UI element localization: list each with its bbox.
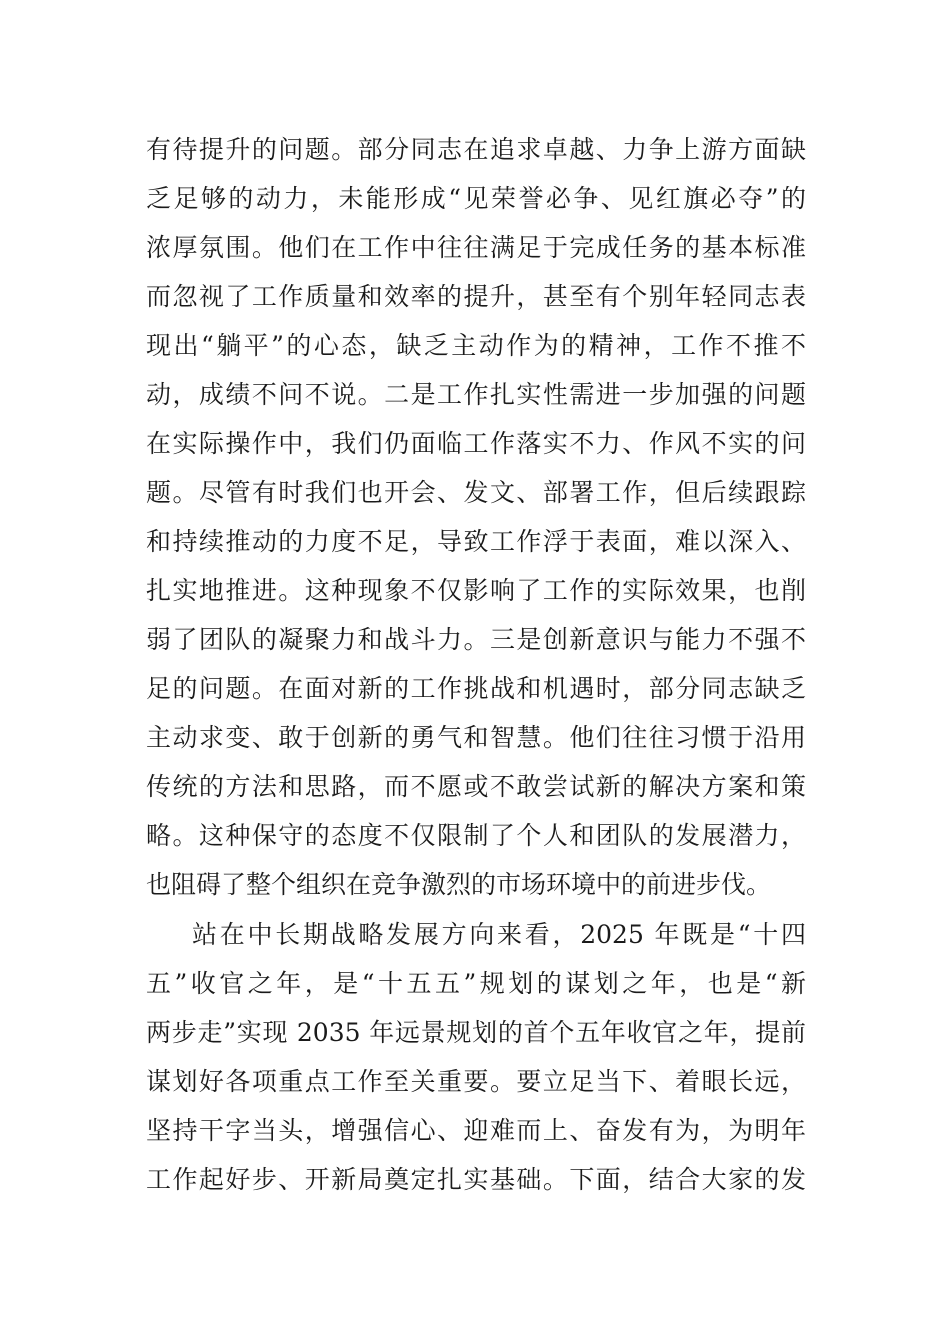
text-line: 浓厚氛围。他们在工作中往往满足于完成任务的基本标准	[146, 233, 806, 262]
text-line: 工作起好步、开新局奠定扎实基础。下面，结合大家的发	[146, 1165, 806, 1194]
text-line: 扎实地推进。这种现象不仅影响了工作的实际效果，也削	[146, 576, 806, 605]
text-line: 和持续推动的力度不足，导致工作浮于表面，难以深入、	[146, 527, 806, 556]
text-line: 传统的方法和思路，而不愿或不敢尝试新的解决方案和策	[146, 772, 806, 801]
text-line: 乏足够的动力，未能形成“见荣誉必争、见红旗必夺”的	[146, 184, 806, 213]
text-line: 弱了团队的凝聚力和战斗力。三是创新意识与能力不强不	[146, 625, 806, 654]
text-line: 两步走”实现 2035 年远景规划的首个五年收官之年，提前	[146, 1018, 806, 1047]
text-line: 五”收官之年，是“十五五”规划的谋划之年，也是“新	[146, 969, 806, 998]
text-line: 谋划好各项重点工作至关重要。要立足当下、着眼长远，	[146, 1067, 806, 1096]
text-line: 现出“躺平”的心态，缺乏主动作为的精神，工作不推不	[146, 331, 806, 360]
text-line: 站在中长期战略发展方向来看，2025 年既是“十四	[192, 920, 806, 949]
text-line: 动，成绩不问不说。二是工作扎实性需进一步加强的问题	[146, 380, 806, 409]
text-line: 坚持干字当头，增强信心、迎难而上、奋发有为，为明年	[146, 1116, 806, 1145]
text-line: 略。这种保守的态度不仅限制了个人和团队的发展潜力，	[146, 821, 806, 850]
text-line: 而忽视了工作质量和效率的提升，甚至有个别年轻同志表	[146, 282, 806, 311]
text-line: 主动求变、敢于创新的勇气和智慧。他们往往习惯于沿用	[146, 723, 806, 752]
text-line: 题。尽管有时我们也开会、发文、部署工作，但后续跟踪	[146, 478, 806, 507]
text-line: 有待提升的问题。部分同志在追求卓越、力争上游方面缺	[146, 135, 806, 164]
text-line: 足的问题。在面对新的工作挑战和机遇时，部分同志缺乏	[146, 674, 806, 703]
text-line: 也阻碍了整个组织在竞争激烈的市场环境中的前进步伐。	[146, 870, 772, 899]
text-line: 在实际操作中，我们仍面临工作落实不力、作风不实的问	[146, 429, 806, 458]
